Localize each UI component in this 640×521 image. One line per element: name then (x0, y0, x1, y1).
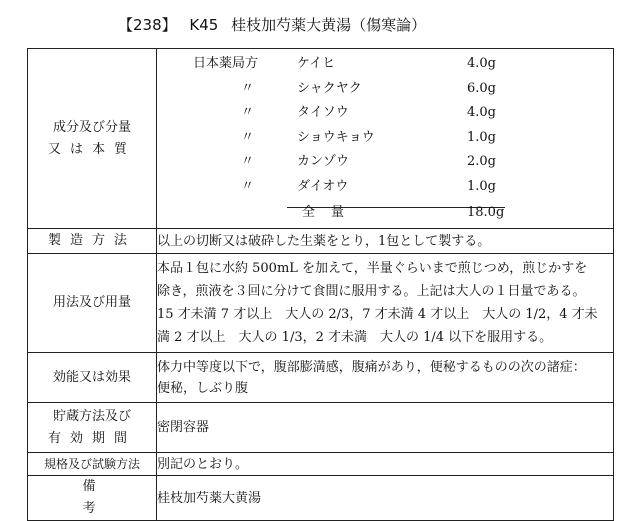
total-amount: 18.0g (467, 205, 505, 220)
manufacturing-text: 以上の切断又は破砕した生薬をとり，1包として製する。 (157, 229, 614, 254)
ditto-mark: 〃 (241, 179, 255, 194)
manufacturing-row (28, 229, 614, 254)
composition-label-line2: 又は本質 (47, 141, 136, 157)
storage-label (28, 403, 157, 453)
usage-line: 除き，煎液を３回に分けて食間に服用する。上記は大人の１日量である。 (157, 284, 586, 299)
usage-row (28, 254, 614, 353)
title-number: 【238】 (118, 16, 177, 34)
storage-label-line1: 貯蔵方法及び (52, 408, 131, 424)
ditto-mark: 〃 (241, 154, 255, 169)
total-label: 全量 (302, 205, 361, 220)
composition-row (28, 49, 614, 229)
ingredient-name: ケイヒ (297, 56, 336, 71)
total-row (157, 202, 613, 224)
ingredient-name: ダイオウ (297, 179, 349, 194)
ingredient-row (157, 151, 613, 173)
efficacy-label: 効能又は効果 (28, 353, 157, 403)
ingredient-name: ショウキョウ (297, 130, 375, 145)
ingredient-name: シャクヤク (297, 81, 362, 96)
composition-value (157, 49, 614, 229)
ingredient-amount: 1.0g (467, 130, 496, 145)
page-title (118, 14, 434, 35)
ingredient-amount: 6.0g (467, 81, 496, 96)
ingredient-row (157, 78, 613, 100)
title-code: K45 (189, 16, 219, 34)
monograph-table (27, 48, 614, 521)
remarks-label: 備考 (28, 476, 157, 521)
ingredient-row (157, 127, 613, 149)
ingredient-name: タイソウ (297, 105, 349, 120)
composition-label (28, 49, 157, 229)
usage-line: 満 2 才以上 大人の 1/3，2 才未満 大人の 1/4 以下を服用する。 (157, 330, 553, 345)
usage-line: 15 才未満 7 才以上 大人の 2/3，7 才未満 4 才以上 大人の 1/2，4 才未 (157, 307, 598, 322)
storage-row (28, 403, 614, 453)
ingredient-list (157, 50, 613, 227)
storage-text: 密閉容器 (157, 403, 614, 453)
ditto-mark: 〃 (241, 81, 255, 96)
remarks-text: 桂枝加芍薬大黄湯 (157, 476, 614, 521)
usage-label: 用法及び用量 (28, 254, 157, 353)
efficacy-row (28, 353, 614, 403)
composition-label-line1: 成分及び分量 (52, 119, 131, 135)
ingredient-row (157, 176, 613, 198)
pharmacopoeia-source: 日本薬局方 (193, 56, 259, 71)
ingredient-amount: 1.0g (467, 179, 496, 194)
title-name: 桂枝加芍薬大黄湯（傷寒論） (231, 16, 427, 34)
standards-row (28, 453, 614, 476)
ingredient-amount: 4.0g (467, 56, 496, 71)
usage-text (157, 254, 614, 353)
ingredient-name: カンゾウ (297, 154, 350, 169)
usage-line: 本品１包に水約 500mL を加えて，半量ぐらいまで煎じつめ，煎じかすを (157, 261, 588, 276)
efficacy-line: 便秘，しぶり腹 (157, 380, 249, 396)
ingredient-row (157, 53, 613, 75)
remarks-row (28, 476, 614, 521)
efficacy-text (157, 353, 614, 403)
ingredient-amount: 4.0g (467, 105, 496, 120)
efficacy-line: 体力中等度以下で，腹部膨満感，腹痛があり，便秘するものの次の諸症： (157, 359, 586, 375)
storage-label-line2: 有効期間 (47, 430, 136, 446)
standards-label: 規格及び試験方法 (28, 453, 157, 476)
manufacturing-label: 製造方法 (28, 229, 157, 254)
ditto-mark: 〃 (241, 130, 255, 145)
ditto-mark: 〃 (241, 105, 255, 120)
ingredient-row (157, 102, 613, 124)
ingredient-amount: 2.0g (467, 154, 496, 169)
standards-text: 別記のとおり。 (157, 453, 614, 476)
